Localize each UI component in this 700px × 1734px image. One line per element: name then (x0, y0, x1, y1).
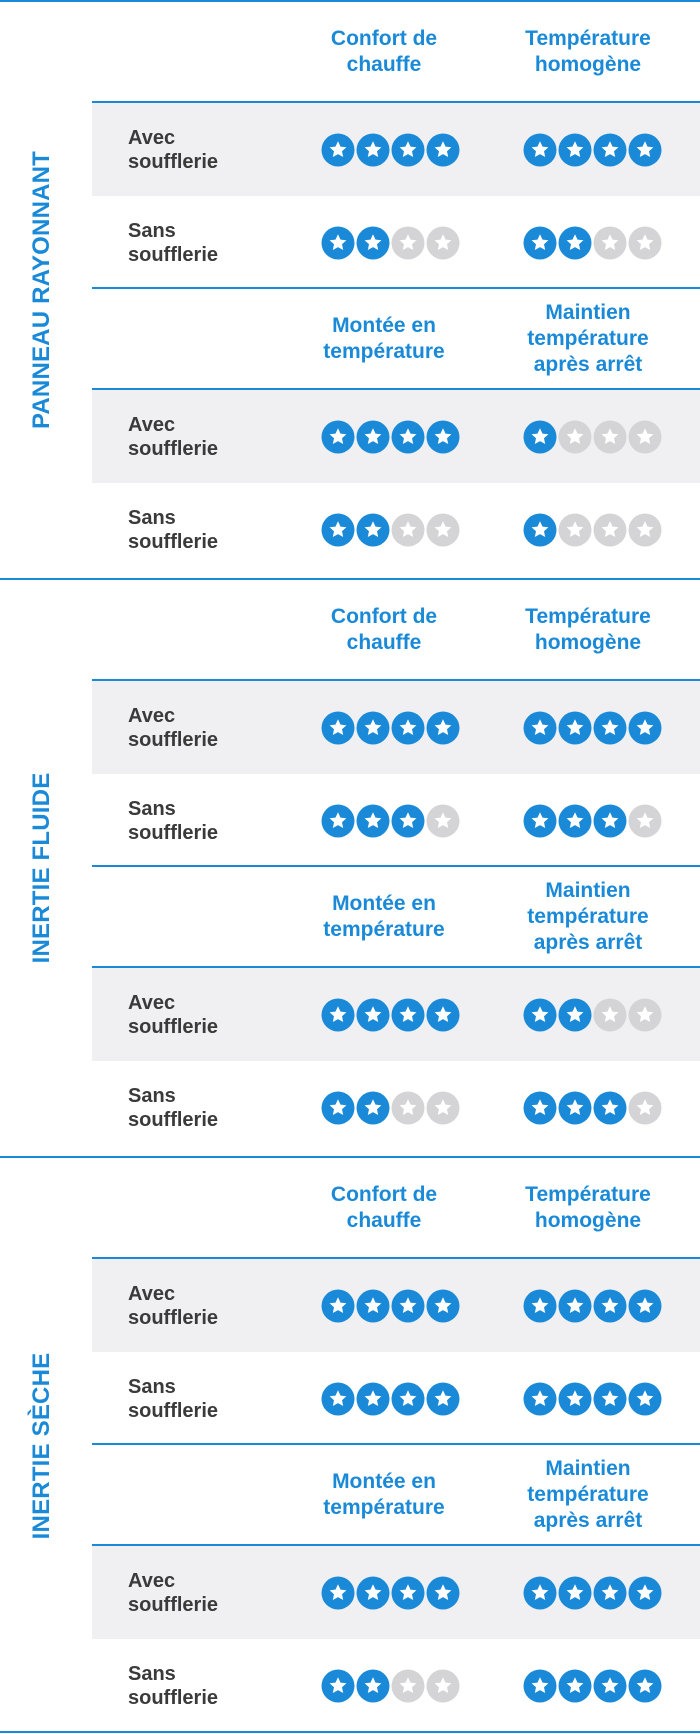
star-rating (321, 1576, 460, 1610)
block-header (92, 289, 700, 390)
row-label: Sans soufflerie (128, 219, 219, 266)
column-title: Confort de chauffe (330, 26, 438, 76)
star-rating (321, 513, 460, 547)
rating-row (92, 774, 700, 867)
star-icon-filled (523, 513, 557, 547)
star-rating (321, 1382, 460, 1416)
star-icon-filled (523, 420, 557, 454)
star-icon-filled (628, 133, 662, 167)
star-icon-filled (391, 711, 425, 745)
rating-row (92, 103, 700, 196)
star-icon-filled (356, 226, 390, 260)
block-header (92, 2, 700, 103)
star-rating (321, 420, 460, 454)
column-title: Confort de chauffe (330, 1182, 438, 1232)
star-icon-filled (426, 1382, 460, 1416)
star-icon-filled (523, 804, 557, 838)
star-icon-filled (356, 1382, 390, 1416)
star-icon-filled (593, 1382, 627, 1416)
star-rating (321, 1091, 460, 1125)
star-icon-filled (356, 1289, 390, 1323)
star-icon-filled (523, 1382, 557, 1416)
star-icon-empty (391, 1091, 425, 1125)
star-icon-filled (558, 226, 592, 260)
star-icon-filled (628, 1289, 662, 1323)
section-side (0, 1158, 84, 1734)
star-icon-filled (321, 1289, 355, 1323)
rating-row (92, 968, 700, 1061)
star-icon-filled (593, 804, 627, 838)
star-icon-filled (523, 133, 557, 167)
column-title: Montée en température (323, 1469, 445, 1519)
star-icon-filled (593, 1091, 627, 1125)
star-rating (523, 998, 662, 1032)
row-label: Avec soufflerie (128, 1282, 219, 1329)
star-icon-empty (391, 513, 425, 547)
star-icon-filled (321, 513, 355, 547)
section-label: INERTIE FLUIDE (28, 772, 55, 964)
star-icon-filled (628, 711, 662, 745)
star-icon-filled (628, 1669, 662, 1703)
star-icon-empty (593, 998, 627, 1032)
star-icon-empty (628, 998, 662, 1032)
star-icon-filled (426, 711, 460, 745)
section-side (0, 580, 84, 1156)
star-icon-filled (426, 1576, 460, 1610)
star-icon-filled (321, 804, 355, 838)
star-rating (321, 133, 460, 167)
star-icon-filled (523, 1091, 557, 1125)
star-icon-filled (593, 711, 627, 745)
star-icon-filled (523, 1576, 557, 1610)
row-label: Avec soufflerie (128, 1569, 219, 1616)
star-icon-filled (321, 998, 355, 1032)
star-icon-filled (523, 998, 557, 1032)
rating-row (92, 1061, 700, 1154)
star-icon-filled (558, 804, 592, 838)
star-icon-filled (593, 1289, 627, 1323)
section-inertie-fluide (0, 580, 700, 1156)
star-icon-filled (558, 711, 592, 745)
star-icon-filled (628, 1576, 662, 1610)
star-rating (523, 1091, 662, 1125)
star-icon-empty (391, 226, 425, 260)
star-icon-filled (426, 1289, 460, 1323)
star-icon-filled (321, 1091, 355, 1125)
star-icon-filled (356, 420, 390, 454)
column-title: Montée en température (323, 891, 445, 941)
star-icon-filled (391, 1289, 425, 1323)
star-rating (523, 133, 662, 167)
star-icon-filled (558, 1576, 592, 1610)
star-icon-filled (321, 711, 355, 745)
column-title: Température homogène (525, 1182, 651, 1232)
row-label: Sans soufflerie (128, 1375, 219, 1422)
row-label: Sans soufflerie (128, 797, 219, 844)
star-icon-filled (321, 1382, 355, 1416)
star-icon-filled (593, 1669, 627, 1703)
star-icon-empty (426, 1669, 460, 1703)
rating-row (92, 1352, 700, 1445)
star-icon-empty (426, 226, 460, 260)
rating-row (92, 196, 700, 289)
block-header (92, 580, 700, 681)
column-title: Montée en température (323, 313, 445, 363)
star-rating (523, 420, 662, 454)
star-icon-empty (593, 513, 627, 547)
star-icon-filled (321, 1669, 355, 1703)
rating-row (92, 483, 700, 576)
star-icon-filled (391, 420, 425, 454)
star-icon-filled (426, 133, 460, 167)
star-icon-filled (523, 226, 557, 260)
rating-row (92, 1259, 700, 1352)
star-icon-filled (356, 513, 390, 547)
star-rating (523, 1289, 662, 1323)
star-icon-filled (391, 1382, 425, 1416)
row-label: Avec soufflerie (128, 413, 219, 460)
star-icon-filled (593, 133, 627, 167)
star-icon-filled (426, 998, 460, 1032)
row-label: Avec soufflerie (128, 126, 219, 173)
rating-row (92, 681, 700, 774)
section-side (0, 2, 84, 578)
star-icon-filled (356, 1576, 390, 1610)
star-icon-empty (426, 804, 460, 838)
star-rating (321, 1289, 460, 1323)
star-icon-filled (391, 998, 425, 1032)
star-icon-empty (628, 226, 662, 260)
star-icon-filled (593, 1576, 627, 1610)
star-icon-empty (593, 226, 627, 260)
star-icon-filled (558, 1382, 592, 1416)
star-icon-empty (558, 420, 592, 454)
star-rating (523, 513, 662, 547)
column-title: Température homogène (525, 604, 651, 654)
star-rating (523, 1382, 662, 1416)
section-panneau-rayonnant (0, 2, 700, 578)
star-icon-empty (628, 513, 662, 547)
star-icon-filled (356, 711, 390, 745)
star-rating (523, 1669, 662, 1703)
star-icon-empty (593, 420, 627, 454)
star-rating (523, 804, 662, 838)
star-rating (523, 226, 662, 260)
rating-row (92, 1546, 700, 1639)
block-header (92, 1445, 700, 1546)
star-icon-filled (321, 420, 355, 454)
column-title: Température homogène (525, 26, 651, 76)
star-icon-filled (523, 1289, 557, 1323)
star-icon-empty (426, 1091, 460, 1125)
row-label: Sans soufflerie (128, 1662, 219, 1709)
star-rating (321, 998, 460, 1032)
block-header (92, 867, 700, 968)
star-icon-filled (356, 804, 390, 838)
star-icon-filled (426, 420, 460, 454)
section-label: INERTIE SÈCHE (28, 1352, 55, 1540)
star-icon-empty (426, 513, 460, 547)
star-icon-filled (523, 1669, 557, 1703)
star-icon-filled (391, 133, 425, 167)
star-icon-filled (391, 804, 425, 838)
star-icon-filled (321, 133, 355, 167)
star-rating (523, 711, 662, 745)
star-rating (523, 1576, 662, 1610)
star-icon-filled (558, 133, 592, 167)
star-icon-empty (628, 420, 662, 454)
star-icon-filled (356, 998, 390, 1032)
row-label: Sans soufflerie (128, 1084, 219, 1131)
rating-row (92, 1639, 700, 1732)
star-icon-filled (558, 1091, 592, 1125)
star-rating (321, 1669, 460, 1703)
row-label: Sans soufflerie (128, 506, 219, 553)
star-icon-filled (391, 1576, 425, 1610)
star-icon-empty (628, 1091, 662, 1125)
star-icon-filled (356, 133, 390, 167)
star-rating (321, 804, 460, 838)
row-label: Avec soufflerie (128, 991, 219, 1038)
rating-row (92, 390, 700, 483)
row-label: Avec soufflerie (128, 704, 219, 751)
star-icon-filled (558, 1289, 592, 1323)
block-header (92, 1158, 700, 1259)
star-icon-filled (356, 1091, 390, 1125)
star-rating (321, 711, 460, 745)
star-icon-empty (628, 804, 662, 838)
star-icon-filled (558, 998, 592, 1032)
column-title: Maintien température après arrêt (527, 1456, 649, 1532)
star-icon-empty (391, 1669, 425, 1703)
column-title: Maintien température après arrêt (527, 300, 649, 376)
section-label: PANNEAU RAYONNANT (28, 150, 55, 430)
star-rating (321, 226, 460, 260)
star-icon-empty (558, 513, 592, 547)
star-icon-filled (356, 1669, 390, 1703)
star-icon-filled (523, 711, 557, 745)
section-inertie-seche (0, 1158, 700, 1734)
star-icon-filled (628, 1382, 662, 1416)
star-icon-filled (321, 226, 355, 260)
star-icon-filled (321, 1576, 355, 1610)
column-title: Maintien température après arrêt (527, 878, 649, 954)
column-title: Confort de chauffe (330, 604, 438, 654)
star-icon-filled (558, 1669, 592, 1703)
